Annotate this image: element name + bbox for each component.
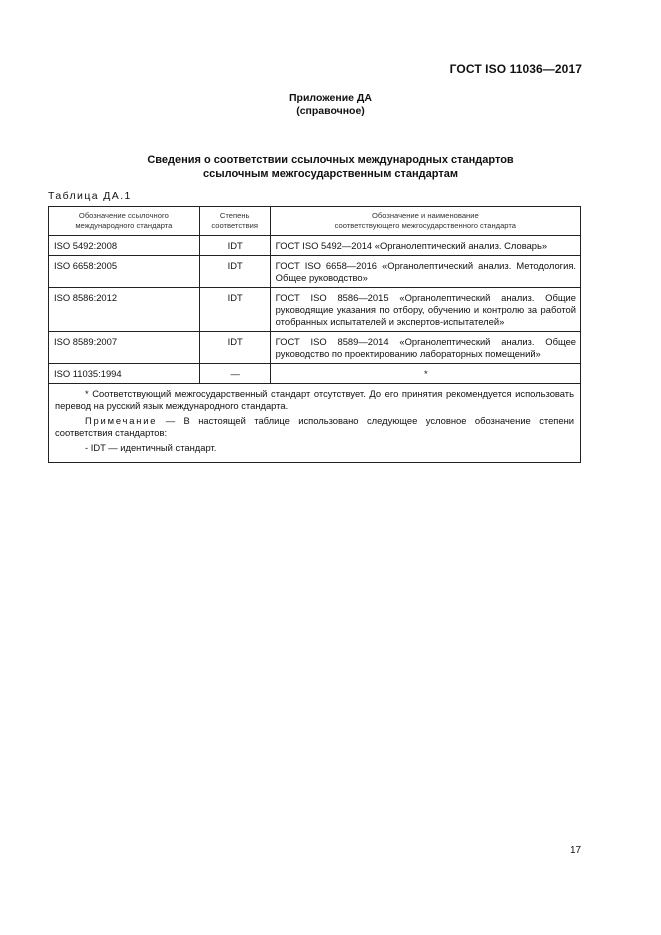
header-degree: Степень соответствия	[199, 207, 270, 236]
appendix-title: Приложение ДА	[289, 92, 372, 104]
section-title-line1: Сведения о соответствии ссылочных международных стандартов	[147, 154, 514, 166]
page-number: 17	[570, 845, 582, 856]
table-row	[49, 256, 581, 288]
appendix-subtitle: (справочное)	[296, 105, 365, 117]
table-label: Таблица ДА.1	[48, 190, 132, 202]
cell-standard: *	[270, 364, 580, 384]
note-text: — В настоящей таблице использовано следующее условное обозначение степени соответствия стандартов:	[55, 415, 574, 438]
header-ref-standard: Обозначение ссылочного международного стандарта	[49, 207, 200, 236]
table-row	[49, 236, 581, 256]
header-interstate-standard: Обозначение и наименование соответствующего межгосударственного стандарта	[270, 207, 580, 236]
cell-degree: IDT	[199, 332, 270, 364]
appendix-heading	[0, 92, 661, 118]
cell-degree: IDT	[199, 288, 270, 332]
note-item: - IDT — идентичный стандарт.	[85, 442, 217, 453]
footnote: * Соответствующий межгосударственный стандарт отсутствует. До его принятия рекомендуется использовать перевод на русский язык международного стандарта.	[55, 388, 574, 411]
cell-standard: ГОСТ ISO 5492—2014 «Органолептический анализ. Словарь»	[270, 236, 580, 256]
table-row	[49, 332, 581, 364]
cell-standard: ГОСТ ISO 8586—2015 «Органолептический анализ. Общие руководящие указания по отбору, обучению и контролю за работой отобранных испытателей и экспертов-испытателей»	[270, 288, 580, 332]
cell-standard: ГОСТ ISO 6658—2016 «Органолептический анализ. Методология. Общее руководство»	[270, 256, 580, 288]
cell-ref: ISO 5492:2008	[49, 236, 200, 256]
cell-degree: —	[199, 364, 270, 384]
document-code: ГОСТ ISO 11036—2017	[449, 62, 582, 76]
note	[55, 415, 574, 439]
section-title-line2: ссылочным межгосударственным стандартам	[203, 168, 458, 180]
table-row	[49, 288, 581, 332]
cell-standard: ГОСТ ISO 8589—2014 «Органолептический анализ. Общее руководство по проектированию лабораторных помещений»	[270, 332, 580, 364]
note-label: Примечание	[85, 415, 158, 426]
correspondence-table	[48, 206, 581, 463]
table-note-row	[49, 384, 581, 463]
section-title	[0, 153, 661, 181]
cell-ref: ISO 8589:2007	[49, 332, 200, 364]
cell-ref: ISO 11035:1994	[49, 364, 200, 384]
cell-degree: IDT	[199, 256, 270, 288]
cell-ref: ISO 6658:2005	[49, 256, 200, 288]
cell-degree: IDT	[199, 236, 270, 256]
cell-ref: ISO 8586:2012	[49, 288, 200, 332]
table-notes	[49, 384, 581, 463]
table-row	[49, 364, 581, 384]
table-header-row	[49, 207, 581, 236]
